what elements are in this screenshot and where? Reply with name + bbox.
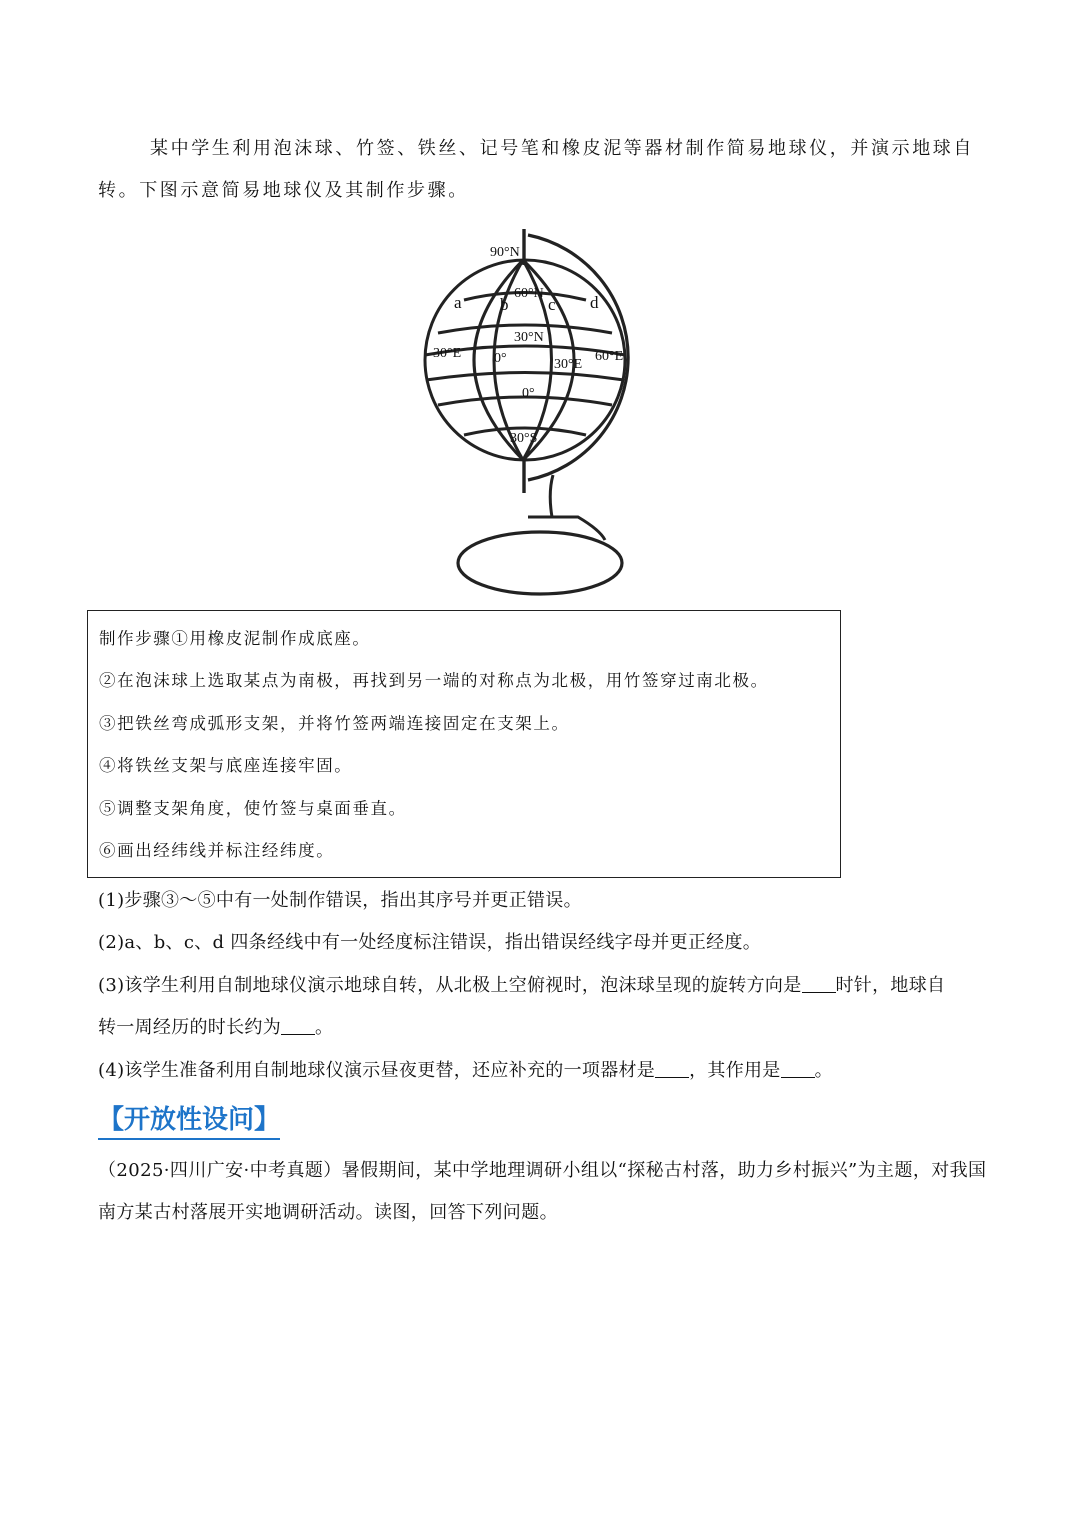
question-4-text-b: ，其作用是 [689, 1060, 781, 1081]
label-60n: 60°N [514, 286, 544, 301]
answer-blank-equipment[interactable] [655, 1057, 689, 1078]
step-6: ⑥画出经纬线并标注经纬度。 [99, 840, 335, 860]
question-3-line-1 [98, 965, 945, 1007]
label-lon-c: 30°E [554, 357, 583, 372]
step-2: ②在泡沫球上选取某点为南极，再找到另一端的对称点为北极，用竹签穿过南北极。 [99, 671, 769, 691]
step-5: ⑤调整支架角度，使竹签与桌面垂直。 [99, 798, 407, 818]
question-1: (1)步骤③～⑤中有一处制作错误，指出其序号并更正错误。 [98, 890, 582, 911]
label-meridian-d: d [590, 293, 599, 312]
label-30n: 30°N [514, 330, 544, 345]
label-meridian-a: a [454, 293, 462, 312]
question-4 [98, 1050, 833, 1092]
stand-stem [550, 475, 553, 517]
label-equator: 0° [522, 386, 535, 401]
label-lon-a: 30°E [433, 346, 462, 361]
intro-paragraph: 某中学生利用泡沫球、竹签、铁丝、记号笔和橡皮泥等器材制作简易地球仪，并演示地球自转。下图示意简易地球仪及其制作步骤。 [98, 138, 974, 201]
question-3-text-b: 时针，地球自 [835, 975, 946, 996]
step-1: 制作步骤①用橡皮泥制作成底座。 [99, 629, 371, 648]
label-meridian-c: c [548, 295, 556, 314]
base-ellipse [458, 532, 622, 594]
step-3: ③把铁丝弯成弧形支架，并将竹签两端连接固定在支架上。 [99, 713, 570, 733]
question-4-text-a: (4)该学生准备利用自制地球仪演示昼夜更替，还应补充的一项器材是 [98, 1060, 656, 1081]
label-lon-d: 60°E [595, 349, 624, 364]
answer-blank-direction[interactable] [802, 972, 836, 993]
label-lon-b: 0° [494, 351, 507, 366]
steps-box [87, 610, 841, 878]
label-90n: 90°N [490, 245, 520, 260]
question-3-text-a: (3)该学生利用自制地球仪演示地球自转，从北极上空俯视时，泡沫球呈现的旋转方向是 [98, 975, 802, 996]
base-link [528, 517, 605, 540]
section-heading: 【开放性设问】 [98, 1102, 280, 1140]
step-4: ④将铁丝支架与底座连接牢固。 [99, 756, 353, 776]
question-2: (2)a、b、c、d 四条经线中有一处经度标注错误，指出错误经线字母并更正经度。 [98, 932, 762, 953]
globe-diagram [420, 225, 665, 597]
answer-blank-period[interactable] [281, 1014, 315, 1035]
parallel-equator [426, 373, 624, 381]
label-meridian-b: b [500, 295, 509, 314]
label-30s: 30°S [510, 431, 538, 446]
answer-blank-purpose[interactable] [781, 1057, 815, 1078]
question-3-text-c: 转一周经历的时长约为 [98, 1017, 281, 1038]
case-paragraph: （2025·四川广安·中考真题）暑假期间，某中学地理调研小组以“探秘古村落，助力乡村振兴”为主题，对我国南方某古村落展开实地调研活动。读图，回答下列问题。 [98, 1160, 987, 1223]
question-3-text-d: 。 [315, 1017, 334, 1038]
question-3-line-2 [98, 1007, 333, 1049]
question-4-text-c: 。 [814, 1060, 833, 1081]
